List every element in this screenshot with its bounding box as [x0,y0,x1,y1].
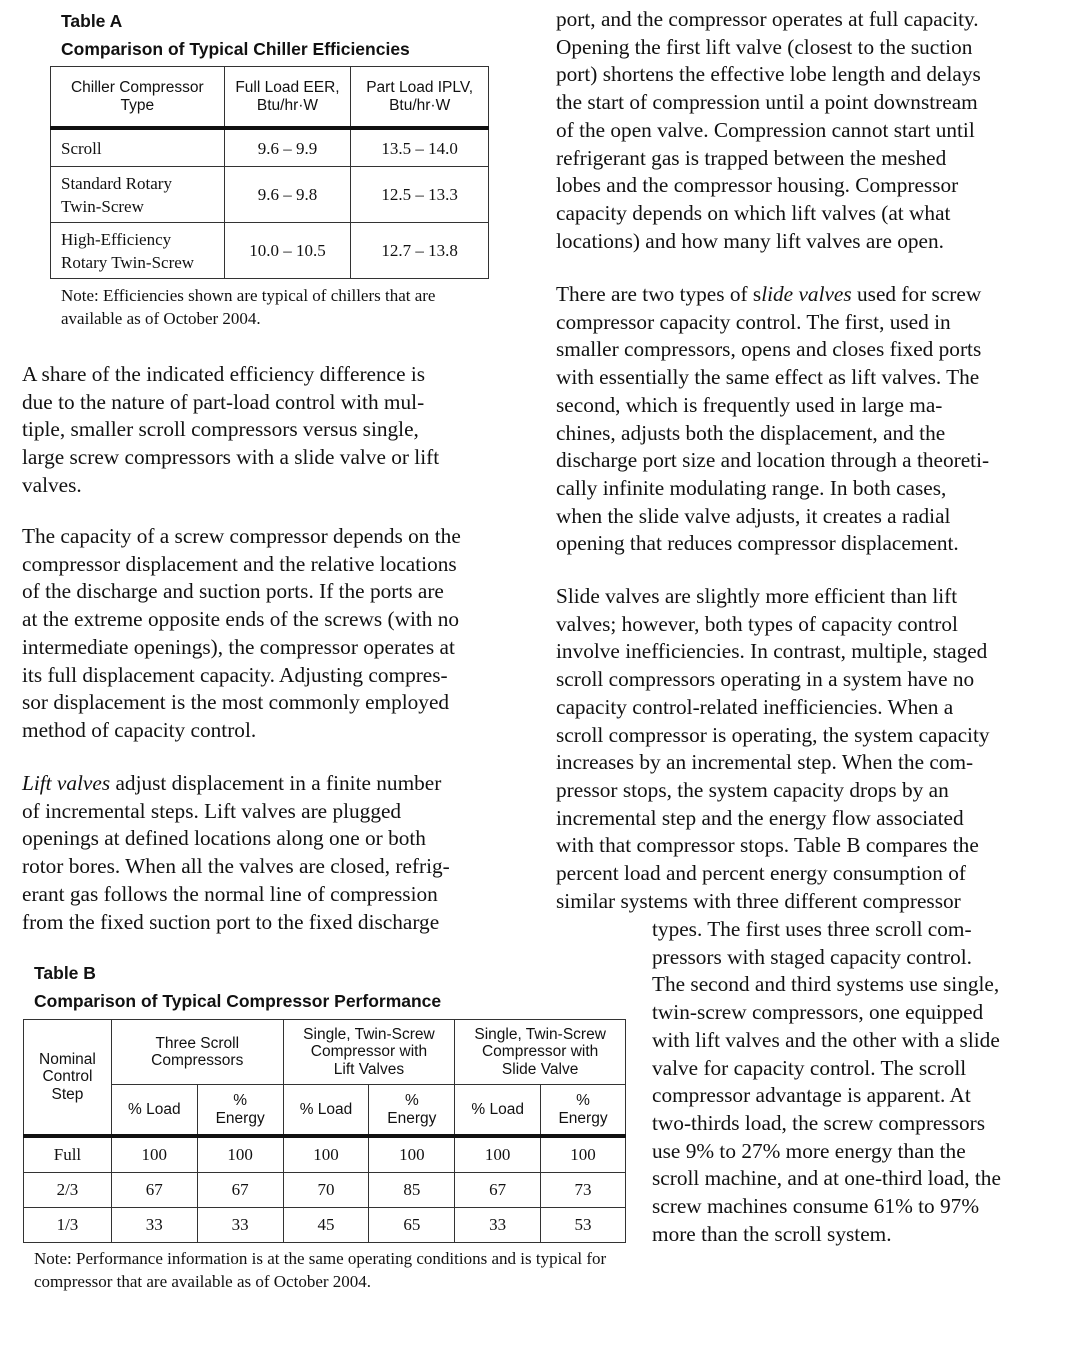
energy-header: % Energy [541,1085,626,1137]
eer-cell: 9.6 – 9.9 [224,128,351,167]
value-cell: 100 [197,1136,283,1173]
value-cell: 100 [541,1136,626,1173]
lift-valves-text: adjust displacement in a finite number of incremental steps. Lift valves are plugged openings at defined locations along one or both rotor bores. When all the valves are closed, refrig- erant gas follows the normal line of compression from the fixed suction port to the fixed discharge [22,771,450,934]
paragraph-table-b-discussion: types. The first uses three scroll com- pressors with staged capacity control. The second and third systems use single, twin-screw compressors, one equipped with lift valves and the other with a slide valve for capacity control. The scroll compressor advantage is apparent. At two-thirds load, the screw compressors use 9% to 27% more energy than the scroll machine, and at one-third load, the screw machines consume 61% to 97% more than the scroll system. [652,917,1001,1246]
table-a-header-eer: Full Load EER, Btu/hr·W [224,67,351,129]
eer-cell: 10.0 – 10.5 [224,223,351,279]
value-cell: 85 [369,1173,455,1208]
group-header-lift-valves: Single, Twin-Screw Compressor with Lift Valves [283,1020,455,1085]
table-row [51,128,489,167]
table-b [23,1019,626,1243]
value-cell: 33 [455,1208,541,1243]
paragraph-slide-valves [556,281,1076,558]
iplv-cell: 12.7 – 13.8 [351,223,489,279]
value-cell: 53 [541,1208,626,1243]
table-a-label: Table A [61,11,123,31]
table-a-title: Comparison of Typical Chiller Efficiencies [61,39,410,59]
iplv-cell: 13.5 – 14.0 [351,128,489,167]
value-cell: 100 [455,1136,541,1173]
value-cell: 65 [369,1208,455,1243]
control-step-cell: Full [24,1136,112,1173]
value-cell: 67 [111,1173,197,1208]
group-header-slide-valve: Single, Twin-Screw Compressor with Slide Valve [455,1020,626,1085]
table-row [24,1208,626,1243]
value-cell: 100 [369,1136,455,1173]
table-a-header-iplv: Part Load IPLV, Btu/hr·W [351,67,489,129]
paragraph-lift-valves [22,770,532,936]
energy-header: % Energy [369,1085,455,1137]
table-a-note: Note: Efficiencies shown are typical of chillers that are available as of October 2004. [61,286,436,328]
compressor-type-cell: Scroll [51,128,225,167]
value-cell: 100 [283,1136,369,1173]
table-row [24,1173,626,1208]
slide-valves-intro: There are two types of s [556,282,762,306]
energy-header: % Energy [197,1085,283,1137]
group-header-scroll: Three Scroll Compressors [111,1020,283,1085]
slide-valves-text: used for screw compressor capacity control. The first, used in smaller compressors, opens and closes fixed ports with essentially the same effect as lift valves. The second, which is frequently used in large ma- chines, adjusts both the displacement, and the discharge port size and location through a theoreti- cally infinite modulating range. In both cases, when the slide valve adjusts, it creates a radial opening that reduces compressor displacement. [556,282,990,556]
table-b-note: Note: Performance information is at the same operating conditions and is typical for compressor that are available as of October 2004. [34,1249,607,1291]
compressor-type-cell: Standard Rotary Twin-Screw [51,167,225,223]
value-cell: 67 [455,1173,541,1208]
compressor-type-cell: High-Efficiency Rotary Twin-Screw [51,223,225,279]
control-step-cell: 1/3 [24,1208,112,1243]
slide-valves-term: lide valves [761,282,852,306]
table-a-header-type: Chiller Compressor Type [51,67,225,129]
paragraph-screw-capacity: The capacity of a screw compressor depends on the compressor displacement and the relative locations of the discharge and suction ports. If the ports are at the extreme opposite ends of the screws (with no intermediate openings), the compressor operates at its full displacement capacity. Adjusting compres- sor displacement is the most commonly employed method of capacity control. [22,524,461,742]
eer-cell: 9.6 – 9.8 [224,167,351,223]
value-cell: 33 [111,1208,197,1243]
table-row [51,223,489,279]
paragraph-efficiency-difference: A share of the indicated efficiency difference is due to the nature of part-load control with mul- tiple, smaller scroll compressors versus single, large screw compressors with a slide valve or lift valves. [22,362,440,497]
value-cell: 67 [197,1173,283,1208]
value-cell: 33 [197,1208,283,1243]
control-step-cell: 2/3 [24,1173,112,1208]
iplv-cell: 12.5 – 13.3 [351,167,489,223]
value-cell: 45 [283,1208,369,1243]
load-header: % Load [455,1085,541,1137]
table-b-group-header-row [24,1020,626,1085]
paragraph-scroll-advantage: Slide valves are slightly more efficient than lift valves; however, both types of capacity control involve inefficiencies. In contrast, multiple, staged scroll compressors operating in a system have no capacity control-related inefficiencies. When a scroll compressor is operating, the system capacity increases by an incremental step. When the com- pressor stops, the system capacity drops by an incremental step and the energy flow associated with that compressor stops. Table B compares the percent load and percent energy consumption of similar systems with three different compressor [556,584,990,913]
control-step-header: Nominal Control Step [24,1020,112,1137]
value-cell: 70 [283,1173,369,1208]
table-b-sub-header-row [24,1085,626,1137]
paragraph-lift-valve-operation: port, and the compressor operates at full capacity. Opening the first lift valve (closest to the suction port) shortens the effective lobe length and delays the start of compression until a point downstream of the open valve. Compression cannot start until refrigerant gas is trapped between the meshed lobes and the compressor housing. Compressor capacity depends on which lift valves (at what locations) and how many lift valves are open. [556,7,981,253]
value-cell: 73 [541,1173,626,1208]
table-a-header-row [51,67,489,129]
value-cell: 100 [111,1136,197,1173]
table-b-title: Comparison of Typical Compressor Performance [34,991,442,1011]
lift-valves-term: Lift valves [22,771,111,795]
table-a [50,66,489,279]
load-header: % Load [283,1085,369,1137]
table-row [51,167,489,223]
table-row [24,1136,626,1173]
table-b-label: Table B [34,963,96,983]
load-header: % Load [111,1085,197,1137]
